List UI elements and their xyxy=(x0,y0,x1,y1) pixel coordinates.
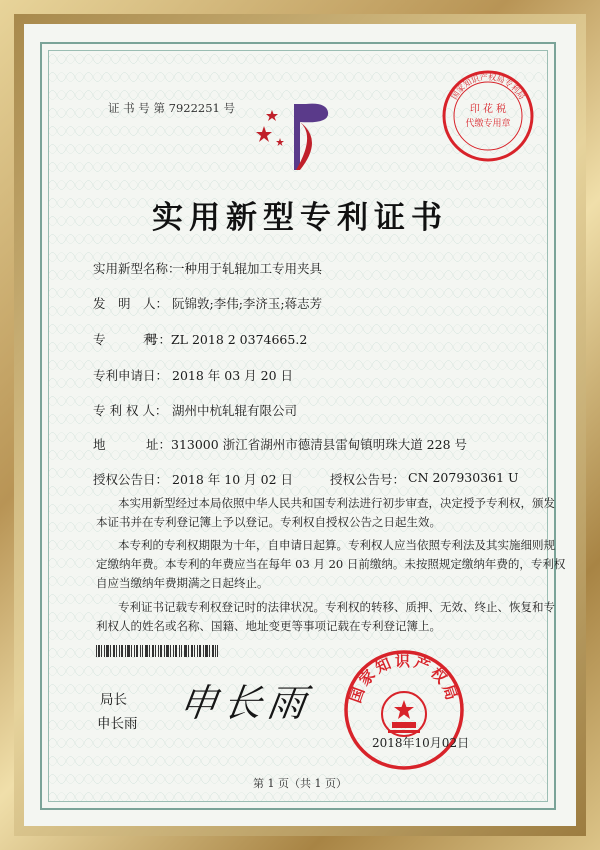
paragraph-line: 本专利的专利权期限为十年，自申请日起算。专利权人应当依照专利法及其实施细则规 xyxy=(118,538,555,552)
paragraph-line: 本证书并在专利登记簿上予以登记。专利权自授权公告之日起生效。 xyxy=(96,515,441,529)
cnipa-logo-icon xyxy=(254,96,346,174)
paragraph-line: 自应当缴纳年费期满之日起终止。 xyxy=(96,576,269,590)
barcode xyxy=(96,645,218,657)
field-label-filing-date: 专利申请日： xyxy=(93,368,169,383)
svg-text:国家知识产权局 xyxy=(346,652,461,705)
svg-text:代缴专用章: 代缴专用章 xyxy=(465,119,511,129)
field-value-inventor: 阮锦敦;李伟;李济玉;蒋志芳 xyxy=(172,296,323,311)
field-value-name: 一种用于轧辊加工专用夹具 xyxy=(172,261,323,276)
field-label-name: 实用新型名称： xyxy=(93,261,181,276)
paragraph-line: 本实用新型经过本局依照中华人民共和国专利法进行初步审查，决定授予专利权，颁发 xyxy=(118,496,555,510)
page-number: 第 1 页（共 1 页） xyxy=(253,777,347,790)
field-label-address: 地 xyxy=(93,437,106,452)
field-label-inventor: 发 明 人： xyxy=(93,296,169,311)
corner-stamp-text: 国家知识产权局专利局 xyxy=(449,72,527,102)
certificate-number: 证 书 号 第 7922251 号 xyxy=(108,101,235,115)
director-name: 申长雨 xyxy=(97,716,138,732)
certificate-title: 实用新型专利证书 xyxy=(152,200,448,236)
director-title: 局长 xyxy=(100,692,127,708)
field-label-patentee: 专 利 权 人： xyxy=(93,403,168,418)
paragraph-line: 专利证书记载专利权登记时的法律状况。专利权的转移、质押、无效、终止、恢复和专 xyxy=(118,600,555,614)
paragraph-line: 定缴纳年费。本专利的年费应当在每年 03 月 20 日前缴纳。未按照规定缴纳年费的，专利权 xyxy=(96,557,566,571)
grant-date-label: 授权公告日： xyxy=(93,472,169,487)
field-value-filing-date: 2018 年 03 月 20 日 xyxy=(172,368,293,383)
field-value-address: 址：313000 浙江省湖州市德清县雷甸镇明珠大道 228 号 xyxy=(146,437,467,452)
seal-text: 国家知识产权局 xyxy=(346,652,462,706)
field-value-patentee: 湖州中杭轧辊有限公司 xyxy=(172,403,298,418)
paragraph-line: 利权人的姓名或名称、国籍、地址变更等事项记载在专利登记簿上。 xyxy=(96,619,441,633)
field-value-patent-no: 号：ZL 2018 2 0374665.2 xyxy=(146,332,308,347)
official-seal xyxy=(342,648,466,772)
svg-text:印 花 税: 印 花 税 xyxy=(469,104,507,115)
grant-date-value: 2018 年 10 月 02 日 xyxy=(172,472,293,487)
seal-date: 2018年10月02日 xyxy=(372,736,470,750)
svg-text:国家知识产权局专利局 xyxy=(450,72,527,101)
handwritten-signature: 申长雨 xyxy=(176,681,315,725)
pub-number-label: 授权公告号： xyxy=(330,472,406,487)
corner-stamp xyxy=(440,68,536,164)
field-label-patent-no: 专 利 xyxy=(93,332,156,347)
pub-number-value: CN 207930361 U xyxy=(408,470,519,485)
